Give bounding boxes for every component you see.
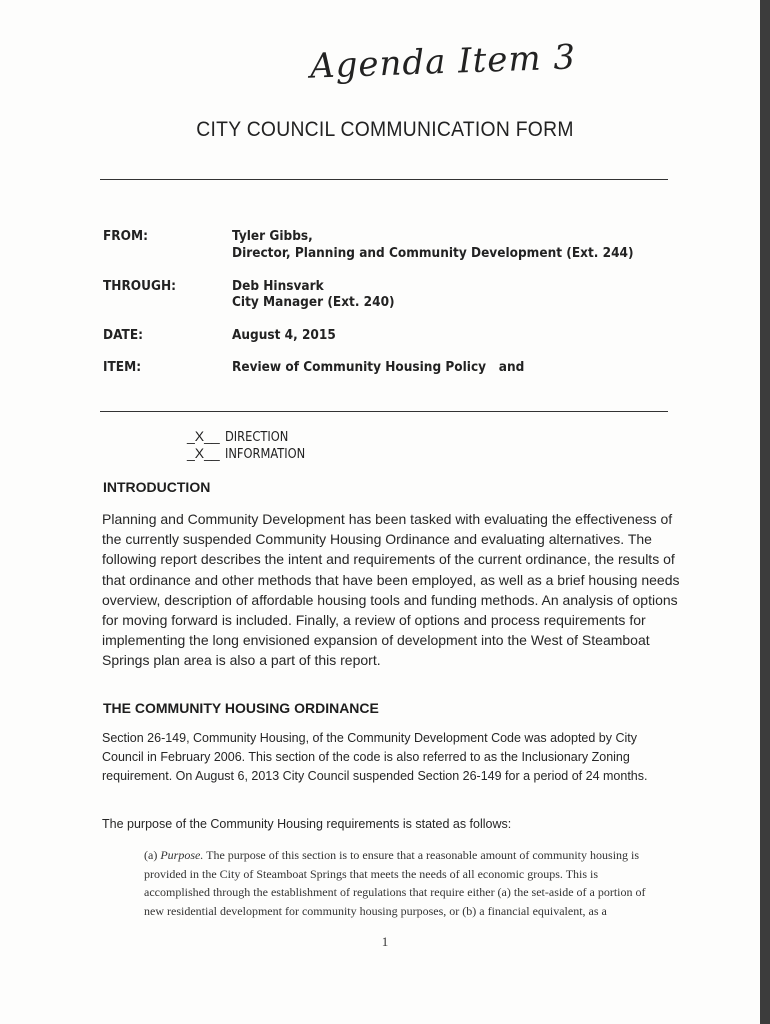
item-value: Review of Community Housing Policy and — [232, 359, 525, 375]
date-value: August 4, 2015 — [232, 327, 336, 343]
through-name: Deb Hinsvark — [232, 278, 324, 294]
introduction-paragraph: Planning and Community Development has been tasked with evaluating the effectiveness of the currently suspended Community Housing Ordinance and evaluating alternatives. The following report describes the intent and requirements of the current ordinance, the results of that ordinance and other methods that have been employed, as well as a brief housing needs overview, description of affordable housing tools and funding methods. An analysis of options for moving forward is included. Finally, a review of options and process requirements for implementing the long envisioned expansion of development into the West of Steamboat Springs plan area is also a part of this report. — [102, 511, 680, 669]
quote-term: Purpose. — [160, 848, 204, 862]
form-title: CITY COUNCIL COMMUNICATION FORM — [196, 118, 574, 141]
check-label: INFORMATION — [225, 447, 306, 462]
check-mark: _X__ — [187, 445, 220, 461]
through-label: THROUGH: — [103, 278, 177, 294]
checkbox-information — [187, 445, 316, 462]
from-label: FROM: — [103, 228, 148, 244]
from-name: Tyler Gibbs, — [232, 228, 313, 244]
check-label: DIRECTION — [225, 430, 289, 445]
through-title: City Manager (Ext. 240) — [232, 294, 395, 310]
handwritten-annotation: Agenda Item 3 — [309, 37, 577, 87]
checkbox-direction — [187, 428, 297, 445]
purpose-quote — [144, 846, 664, 921]
from-title: Director, Planning and Community Development (Ext. 244) — [232, 245, 634, 261]
introduction-heading: INTRODUCTION — [103, 479, 211, 495]
check-mark: _X__ — [187, 428, 220, 444]
top-divider — [100, 179, 668, 180]
scan-edge — [760, 0, 770, 1024]
page-number: 1 — [381, 934, 389, 949]
purpose-intro: The purpose of the Community Housing requirements is stated as follows: — [102, 817, 512, 831]
date-label: DATE: — [103, 327, 143, 343]
header-divider — [100, 411, 668, 412]
ordinance-paragraph: Section 26-149, Community Housing, of the Community Development Code was adopted by City Council in February 2006. This section of the code is also referred to as the Inclusionary Zoning requirement. On August 6, 2013 City Council suspended Section 26-149 for a period of 24 months. — [102, 731, 648, 783]
ordinance-heading: THE COMMUNITY HOUSING ORDINANCE — [103, 700, 379, 716]
quote-text: The purpose of this section is to ensure that a reasonable amount of community housing is provided in the City of Steamboat Springs that meets the needs of all economic groups. This is accomplished through the establishment of regulations that require either (a) the set-aside of a portion of new residential development for community housing purposes, or (b) a financial equivalent, as a — [144, 848, 646, 919]
quote-prefix: (a) — [144, 848, 161, 862]
item-label: ITEM: — [103, 359, 142, 375]
